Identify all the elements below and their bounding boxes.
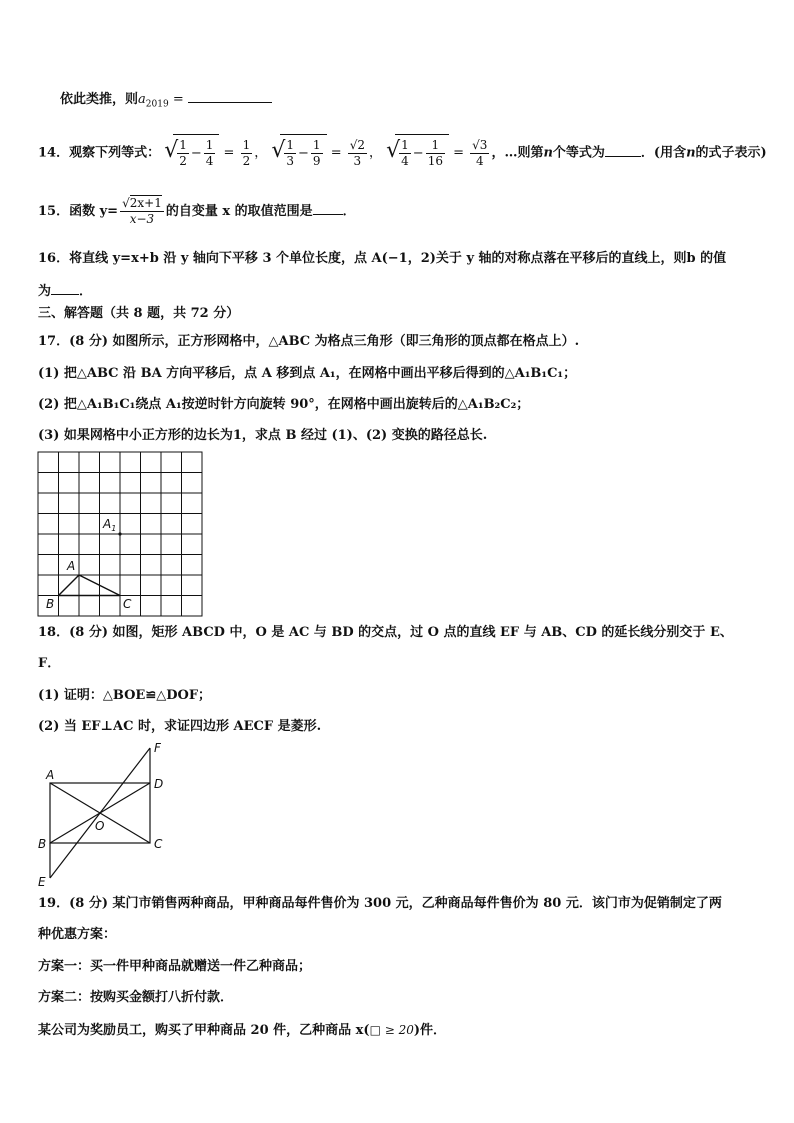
- q19-plan1: 方案一：买一件甲种商品就赠送一件乙种商品；: [38, 959, 312, 974]
- q15-answer-blank[interactable]: [313, 200, 343, 215]
- q17-label-a: A: [67, 559, 76, 573]
- q17-label-b: B: [46, 597, 55, 611]
- q13-eq: =: [172, 92, 184, 107]
- q14-eq2-sqrt: √ $\frac{1}{3}$ − $\frac{1}{9}$: [271, 134, 326, 172]
- q17-triangle-abc: [59, 575, 121, 596]
- q15-prefix: 15．函数 y=: [38, 204, 119, 219]
- q19-last-end: )件．: [413, 1023, 447, 1038]
- q13-tail: [60, 88, 272, 115]
- q14-tail2: 的式子表示): [695, 145, 767, 161]
- q15-fraction: $\frac{√2x+1}{x-3}$: [122, 196, 162, 226]
- q14-mid: ，…则第: [491, 145, 544, 161]
- q19-stem: 19．(8 分) 某门市销售两种商品，甲种商品每件售价为 300 元，乙种商品每件售价为 80 元．该门市为促销制定了两: [38, 896, 722, 911]
- q17-stem: 17．(8 分) 如图所示，正方形网格中，△ABC 为格点三角形（即三角形的顶点都在格点上）.: [38, 334, 580, 349]
- q18-rectangle-figure: [34, 740, 174, 890]
- q15-end: ．: [342, 204, 356, 219]
- q19-last-line: [38, 1020, 446, 1041]
- q14-eq1-sqrt: √ $\frac{1}{2}$ − $\frac{1}{4}$: [164, 134, 219, 172]
- q17-label-c: C: [123, 597, 132, 611]
- q13-sub: 2019: [145, 99, 169, 110]
- q18-label-b: B: [38, 837, 47, 851]
- q18-part2: (2) 当 EF⊥AC 时，求证四边形 AECF 是菱形.: [38, 719, 322, 734]
- q14-n: n: [543, 145, 553, 161]
- q16-line2: [38, 280, 92, 302]
- question-15: [38, 192, 356, 232]
- q18-label-f: F: [154, 741, 161, 755]
- q14-mid2: 个等式为: [552, 145, 605, 161]
- q14-eq1-result: $\frac{1}{2}$: [242, 137, 251, 168]
- question-14: 14．观察下列等式： √ $\frac{1}{2}$ − $\frac{1}{4}$ = $\frac{1}{2}$ ， √ $\frac{1}{3}$ − $\frac{1}{9}$ = $\frac{√2}{3}$ ， √ $\frac{1}{4}$ − $\frac{1}{16}$ = $\frac{√3}{4}$ ，…则第n个等式为 ．(用含n的式子表示): [38, 134, 767, 172]
- q17-grid-figure: [36, 450, 206, 618]
- q18-stem2: F．: [38, 656, 61, 671]
- q14-eq3-result: $\frac{√3}{4}$: [472, 137, 488, 168]
- q17-label-a1: $A_1$: [103, 517, 117, 533]
- q18-label-o: O: [95, 819, 105, 833]
- q19-stem2: 种优惠方案：: [38, 927, 117, 942]
- q19-condition: □ ≥ 20: [369, 1023, 414, 1037]
- q18-label-e: E: [38, 875, 46, 889]
- q13-answer-blank[interactable]: [188, 88, 272, 103]
- q18-label-d: D: [154, 777, 164, 791]
- q14-tail: ．(用含: [640, 145, 687, 161]
- q17-point-a1: [118, 532, 121, 535]
- q17-part3: (3) 如果网格中小正方形的边长为1，求点 B 经过 (1)、(2) 变换的路径总长.: [38, 428, 488, 443]
- q16-line1: 16．将直线 y=x+b 沿 y 轴向下平移 3 个单位长度，点 A(−1，2)关于 y 轴的对称点落在平移后的直线上，则b 的值: [38, 251, 727, 266]
- q18-label-a: A: [46, 768, 55, 782]
- q16-end: ．: [79, 284, 93, 299]
- q14-answer-blank[interactable]: [605, 142, 641, 157]
- q14-prefix: 14．观察下列等式：: [38, 145, 161, 161]
- q16-answer-blank[interactable]: [51, 280, 79, 295]
- q18-stem: 18．(8 分) 如图，矩形 ABCD 中，O 是 AC 与 BD 的交点，过 O 点的直线 EF 与 AB、CD 的延长线分别交于 E、: [38, 625, 733, 640]
- q19-last-prefix: 某公司为奖励员工，购买了甲种商品 20 件，乙种商品 x(: [38, 1023, 370, 1038]
- q15-tail: 的自变量 x 的取值范围是: [165, 204, 313, 219]
- q18-part1: (1) 证明：△BOE≌△DOF；: [38, 688, 212, 703]
- q13-text: 依此类推，则: [60, 92, 139, 107]
- section-3-title: 三、解答题（共 8 题，共 72 分）: [38, 306, 240, 321]
- q14-eq2-result: $\frac{√2}{3}$: [349, 137, 366, 168]
- q19-plan2: 方案二：按购买金额打八折付款．: [38, 990, 234, 1005]
- q16-prefix: 为: [38, 284, 52, 299]
- q18-line-ef: [50, 748, 150, 878]
- q18-label-c: C: [154, 837, 163, 851]
- q14-eq3-sqrt: √ $\frac{1}{4}$ − $\frac{1}{16}$: [386, 134, 449, 172]
- q13-var: a: [138, 92, 146, 107]
- q17-part1: (1) 把△ABC 沿 BA 方向平移后，点 A 移到点 A₁，在网格中画出平移后得到的△A₁B₁C₁；: [38, 366, 577, 381]
- q17-part2: (2) 把△A₁B₁C₁绕点 A₁按逆时针方向旋转 90°，在网格中画出旋转后的△A₁B₂C₂；: [38, 397, 530, 412]
